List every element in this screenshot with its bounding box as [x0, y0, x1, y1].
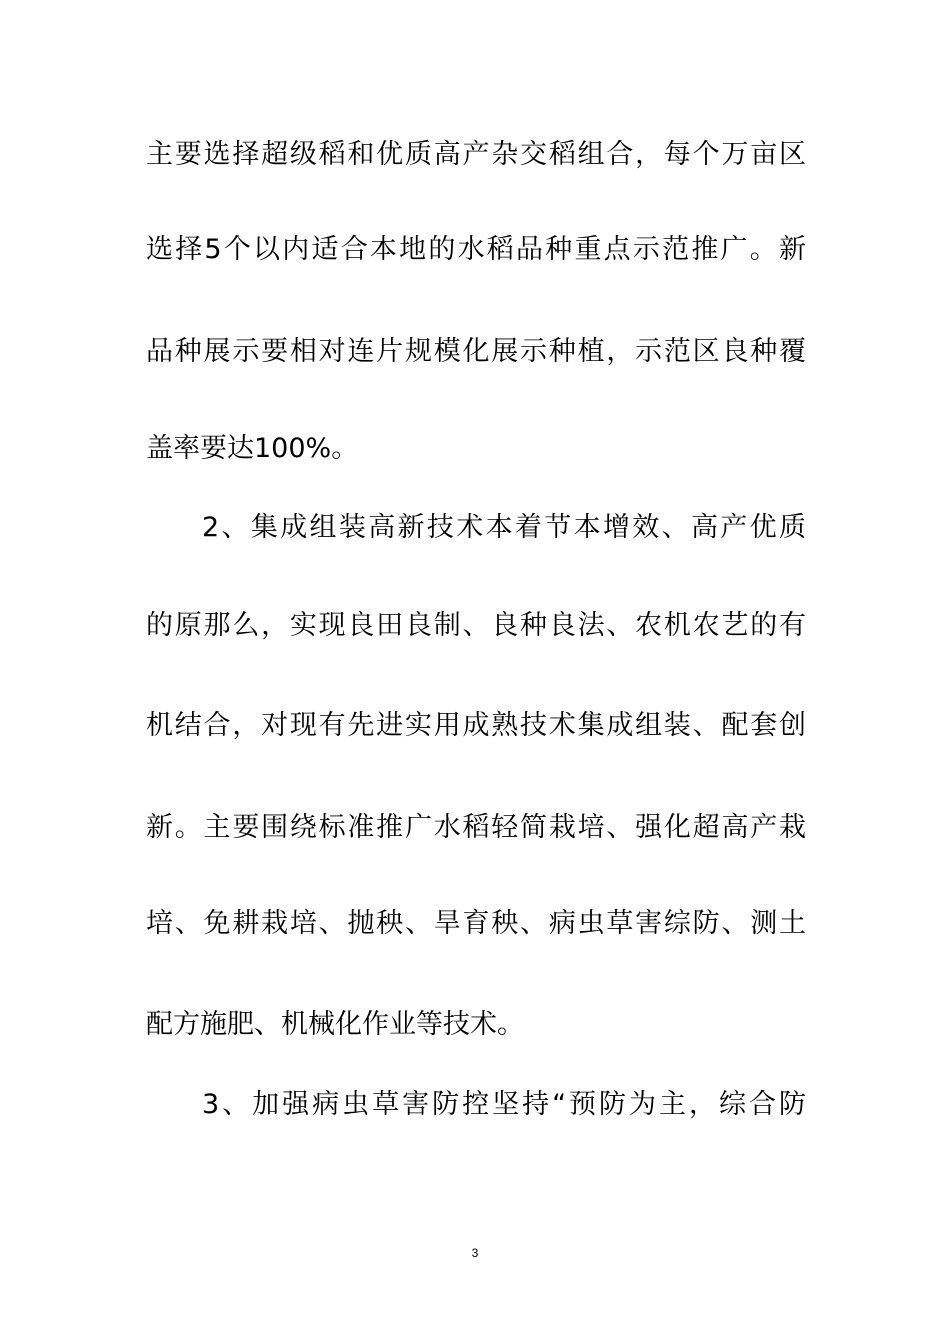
text-line: 机结合，对现有先进实用成熟技术集成组装、配套创: [146, 710, 806, 741]
text-line: 的原那么，实现良田良制、良种良法、农机农艺的有: [146, 610, 806, 641]
text-line: 盖率要达100%。: [146, 433, 359, 464]
paragraph-first-line: 2、集成组装高新技术本着节本增效、高产优质: [202, 512, 806, 543]
text-line: 配方施肥、机械化作业等技术。: [146, 1009, 524, 1040]
text-line: 新。主要围绕标准推广水稻轻简栽培、强化超高产栽: [146, 812, 806, 843]
text-line: 培、免耕栽培、抛秧、旱育秧、病虫草害综防、测土: [146, 908, 806, 939]
page-number: 3: [471, 1246, 479, 1260]
paragraph-first-line: 3、加强病虫草害防控坚持“预防为主，综合防: [202, 1089, 806, 1120]
text-line: 主要选择超级稻和优质高产杂交稻组合，每个万亩区: [146, 139, 806, 170]
text-line: 品种展示要相对连片规模化展示种植，示范区良种覆: [146, 336, 806, 367]
text-line: 选择5个以内适合本地的水稻品种重点示范推广。新: [146, 234, 806, 265]
